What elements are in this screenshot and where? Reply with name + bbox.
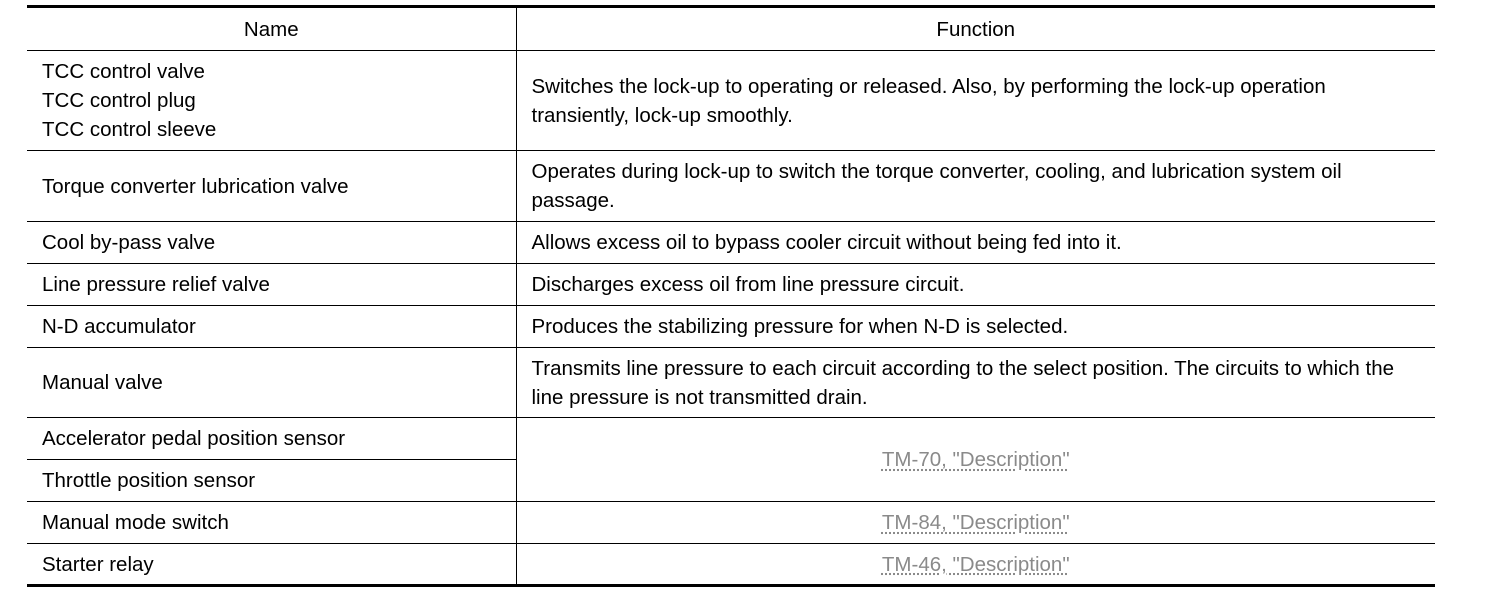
reference-cell <box>516 418 1435 502</box>
component-function-table <box>27 5 1435 587</box>
table-row <box>27 264 1435 306</box>
table-row <box>27 51 1435 151</box>
header-function: Function <box>516 7 1435 51</box>
function-cell: Discharges excess oil from line pressure circuit. <box>516 264 1435 306</box>
table-row <box>27 151 1435 222</box>
table-row <box>27 418 1435 460</box>
function-cell: Switches the lock-up to operating or released. Also, by performing the lock-up operation transiently, lock-up smoothly. <box>516 51 1435 151</box>
name-cell: Starter relay <box>27 544 516 586</box>
name-cell: N-D accumulator <box>27 306 516 348</box>
function-cell: Transmits line pressure to each circuit according to the select position. The circuits to which the line pressure is not transmitted drain. <box>516 348 1435 418</box>
name-cell: Line pressure relief valve <box>27 264 516 306</box>
reference-cell <box>516 502 1435 544</box>
name-cell <box>27 51 516 151</box>
table-row <box>27 348 1435 418</box>
name-text: TCC control valve <box>42 60 205 83</box>
table-row <box>27 544 1435 586</box>
table-row <box>27 306 1435 348</box>
name-cell: Manual valve <box>27 348 516 418</box>
header-row <box>27 7 1435 51</box>
name-cell: Torque converter lubrication valve <box>27 151 516 222</box>
name-cell: Manual mode switch <box>27 502 516 544</box>
name-text: TCC control plug <box>42 89 196 112</box>
name-text: TCC control sleeve <box>42 118 217 141</box>
reference-link[interactable]: TM-70, "Description" <box>881 448 1070 471</box>
function-cell: Produces the stabilizing pressure for when N-D is selected. <box>516 306 1435 348</box>
reference-link[interactable]: TM-46, "Description" <box>881 552 1070 576</box>
table-row <box>27 222 1435 264</box>
reference-link[interactable]: TM-84, "Description" <box>881 511 1070 534</box>
name-cell: Cool by-pass valve <box>27 222 516 264</box>
header-name: Name <box>27 7 516 51</box>
name-cell: Accelerator pedal position sensor <box>27 418 516 460</box>
reference-cell <box>516 544 1435 586</box>
table-row <box>27 502 1435 544</box>
name-cell: Throttle position sensor <box>27 460 516 502</box>
function-cell: Operates during lock-up to switch the torque converter, cooling, and lubrication system oil passage. <box>516 151 1435 222</box>
function-cell: Allows excess oil to bypass cooler circuit without being fed into it. <box>516 222 1435 264</box>
